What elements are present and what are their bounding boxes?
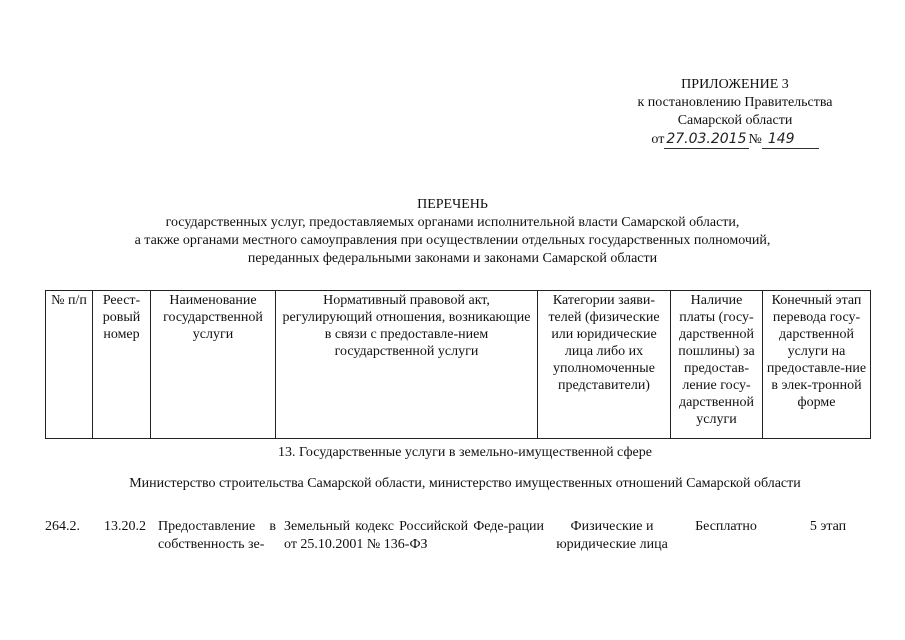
ministry-line: Министерство строительства Самарской области, министерство имущественных отношений Самарской области (129, 476, 801, 491)
services-table-header (45, 290, 871, 439)
row-category: Физические и юридические лица (556, 519, 668, 552)
title-heading: ПЕРЕЧЕНЬ (417, 197, 488, 212)
title-line-3: переданных федеральными законами и законами Самарской области (247, 251, 658, 266)
appendix-region: Самарской области (677, 113, 793, 128)
header-fee: Наличие платы (госу-дарственной пошлины) за предостав-ление госу-дарственной услуги (671, 291, 763, 439)
document-title (60, 196, 845, 268)
appendix-date-line (600, 130, 870, 149)
handwritten-date: 27.03.2015 (666, 131, 747, 147)
appendix-block (600, 76, 870, 149)
row-stage: 5 этап (809, 519, 847, 534)
number-prefix: № (748, 132, 762, 147)
title-line-2: а также органами местного самоуправления при осуществлении отдельных государственных полномочий, (134, 233, 771, 248)
row-legal-act: Земельный кодекс Российской Феде-рации от 25.10.2001 № 136-ФЗ (284, 519, 544, 552)
header-registry: Реест-ровый номер (93, 291, 151, 439)
handwritten-number: 149 (762, 130, 819, 149)
row-fee: Бесплатно (695, 519, 757, 534)
header-service-name: Наименование государственной услуги (151, 291, 276, 439)
row-registry: 13.20.2 (104, 519, 146, 534)
header-applicants: Категории заяви-телей (физические или юридические лица либо их уполномоченные представители) (538, 291, 671, 439)
header-row (46, 291, 871, 439)
row-service-name: Предоставление в собственность зе- (158, 519, 276, 552)
header-legal-act: Нормативный правовой акт, регулирующий отношения, возникающие в связи с предоставле-нием государственной услуги (276, 291, 538, 439)
header-final-stage: Конечный этап перевода госу-дарственной услуги на предоставле-ние в элек-тронной форме (763, 291, 871, 439)
header-num: № п/п (46, 291, 93, 439)
appendix-decree: к постановлению Правительства (637, 95, 833, 110)
date-prefix: от (651, 132, 665, 147)
title-line-1: государственных услуг, предоставляемых органами исполнительной власти Самарской области, (165, 215, 740, 230)
row-number: 264.2. (45, 519, 80, 534)
section-heading: 13. Государственные услуги в земельно-имущественной сфере (278, 445, 652, 460)
appendix-title: ПРИЛОЖЕНИЕ 3 (681, 77, 789, 92)
